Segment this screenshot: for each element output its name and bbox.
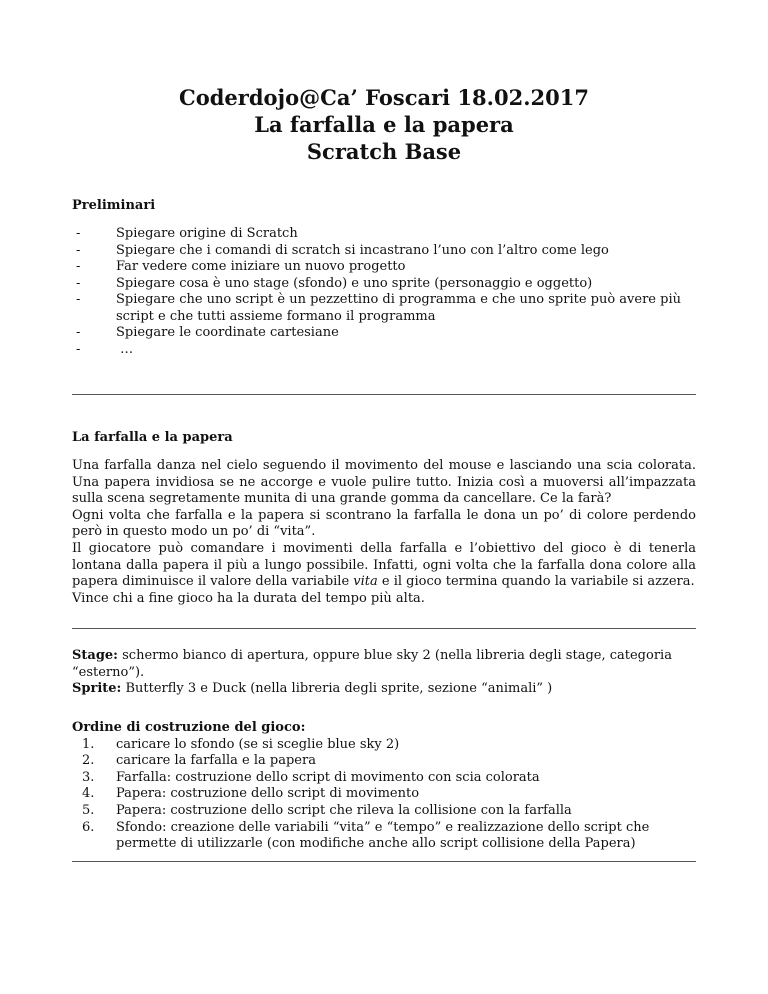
farfalla-description [72,458,696,607]
paragraph-line: Vince chi a fine gioco ha la durata del tempo più alta. [72,590,425,606]
list-item: - Spiegare che uno script è un pezzettino di programma e che uno sprite può avere più script e che tutti assieme formano il programma [72,292,696,325]
item-number: 5. [82,802,95,818]
divider [72,628,696,629]
ordine-list [72,737,696,853]
list-item: - Spiegare le coordinate cartesiane [72,325,696,342]
sprite-line [72,681,696,698]
list-item: - Spiegare cosa è uno stage (sfondo) e uno sprite (personaggio e oggetto) [72,276,696,293]
item-number: 1. [82,736,95,752]
item-text: Sfondo: creazione delle variabili “vita” e “tempo” e realizzazione dello script che permette di utilizzarle (con modifiche anche allo script collisione della Papera) [116,819,650,852]
text-run: e il gioco termina quando la variabile si azzera. [377,574,695,590]
item-text: Farfalla: costruzione dello script di movimento con scia colorata [116,769,540,785]
stage-text: schermo bianco di apertura, oppure blue sky 2 (nella libreria degli stage, categoria [117,648,672,663]
title-line-3: Scratch Base [306,139,462,164]
sprite-label: Sprite: [72,681,122,697]
stage-line-2: “esterno”). [72,664,145,680]
stage-sprite-block [72,648,696,698]
stage-line [72,648,696,665]
ordine-heading: Ordine di costruzione del gioco: [72,720,306,735]
paragraph-line: Ogni volta che farfalla e la papera si scontrano la farfalla le dona un po’ di colore perdendo [72,507,696,523]
item-number: 2. [82,753,95,769]
paragraph-line: sulla scena segretamente munita di una grande gomma da cancellare. Ce la farà? [72,491,612,507]
list-item: - Spiegare origine di Scratch [72,226,696,243]
list-item [72,770,696,787]
sprite-text: Butterfly 3 e Duck (nella libreria degli sprite, sezione “animali” ) [121,681,553,697]
paragraph-line: lontana dalla papera il più a lungo possibile. Infatti, ogni volta che la farfalla dona colore alla [72,557,696,573]
paragraph-line: Una papera invidiosa se ne accorge e vuole pulire tutto. Inizia così a muoversi all’impazzata [72,474,696,490]
title-line-1: Coderdojo@Ca’ Foscari 18.02.2017 [179,85,589,110]
paragraph-line: Il giocatore può comandare i movimenti della farfalla e l’obiettivo del gioco è di tenerla [72,540,696,556]
item-text: Papera: costruzione dello script che rileva la collisione con la farfalla [116,802,572,818]
paragraph-line [72,574,696,591]
title-line-2: La farfalla e la papera [254,112,514,137]
ordine-block [72,720,696,853]
divider [72,861,696,862]
divider [72,394,696,395]
stage-label: Stage: [72,648,118,663]
variable-name-vita: vita [353,574,378,590]
paragraph-line: però in questo modo un po’ di “vita”. [72,524,316,540]
title-block [72,84,696,165]
list-item [72,803,696,820]
list-item [72,753,696,770]
text-run: papera diminuisce il valore della variabile [72,574,354,590]
list-item [72,737,696,754]
list-item: - Far vedere come iniziare un nuovo progetto [72,259,696,276]
item-text: caricare la farfalla e la papera [116,753,316,769]
item-text: caricare lo sfondo (se si sceglie blue sky 2) [116,736,400,752]
farfalla-heading: La farfalla e la papera [72,430,233,445]
list-item [72,820,696,853]
paragraph-line: Una farfalla danza nel cielo seguendo il movimento del mouse e lasciando una scia colorata. [72,458,696,473]
item-text: Papera: costruzione dello script di movimento [116,786,420,802]
item-number: 4. [82,786,95,802]
list-item [72,786,696,803]
item-number: 6. [82,819,95,835]
list-item: - … [72,342,696,359]
item-number: 3. [82,769,95,785]
preliminari-list [72,226,696,358]
preliminari-heading: Preliminari [72,198,156,213]
list-item: - Spiegare che i comandi di scratch si incastrano l’uno con l’altro come lego [72,243,696,260]
